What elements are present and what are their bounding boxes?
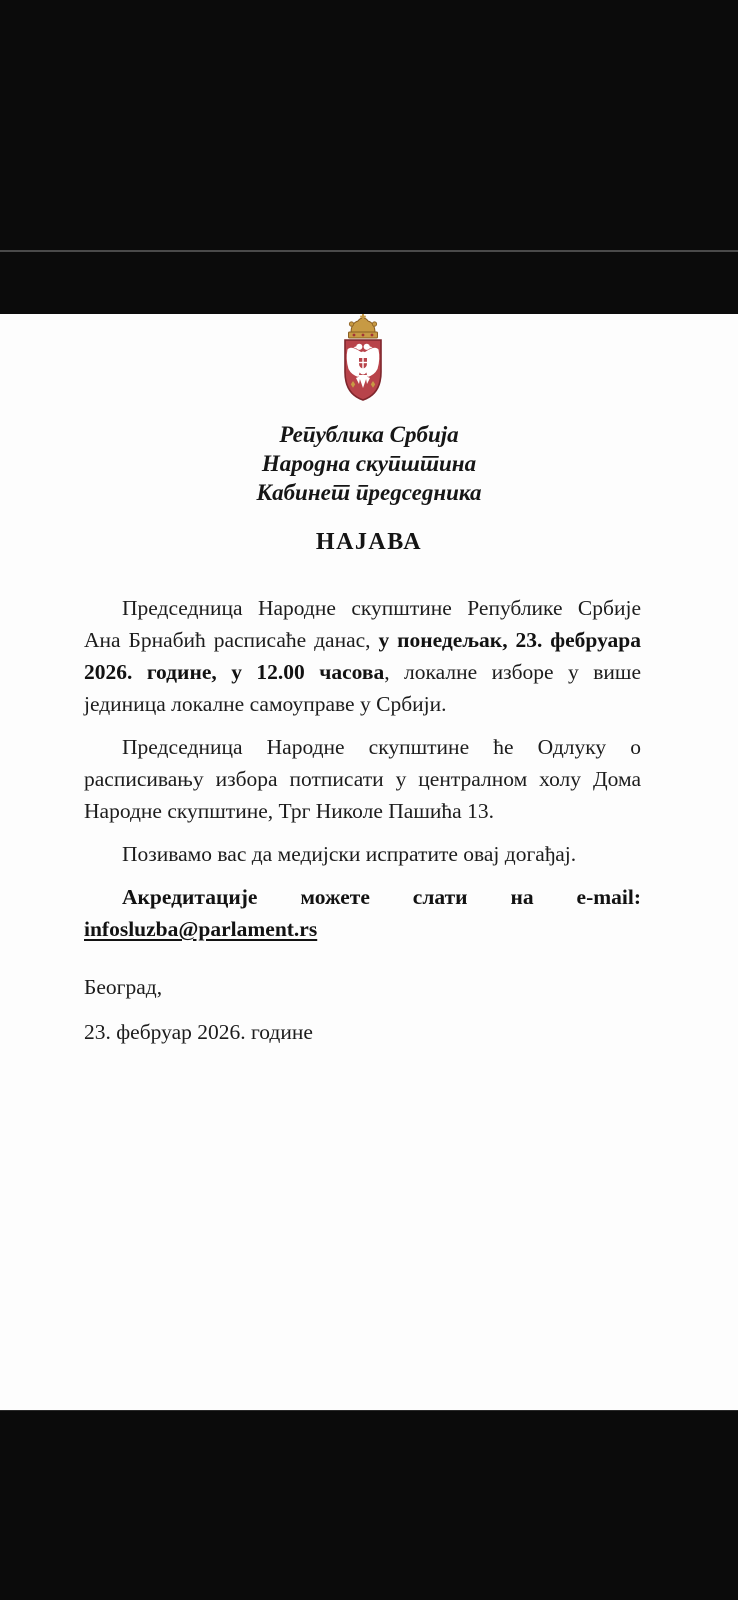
letterhead-line-institution: Народна скупштина [261, 451, 477, 476]
document-paragraphs [84, 592, 641, 945]
text-segment: Акредитације можете слати на e-mail: [122, 885, 641, 909]
serbia-coat-of-arms-icon [318, 314, 408, 414]
accreditation-email: infosluzba@parlament.rs [84, 917, 318, 941]
place-line: Београд, [84, 975, 163, 999]
viewer-bottom-letterbox [0, 1410, 738, 1600]
viewer-top-letterbox [0, 0, 738, 252]
date-line: 23. фебруар 2026. године [84, 1020, 313, 1044]
text-segment: Председница Народне скупштине ће Одлуку о расписивању избора потписати у централном холу Дома Народне скупштине, Трг Николе Пашића 13. [84, 735, 641, 823]
paragraph [84, 731, 641, 827]
letterhead-line-country: Република Србија [279, 422, 459, 447]
crown-shape [348, 314, 377, 338]
letterhead-line-office: Кабинет председника [256, 480, 482, 505]
text-segment: у понедељак, 23. фебруара 2026. године, у 12.00 часова [84, 628, 641, 684]
breast-shield-shape [358, 358, 367, 370]
paragraph [84, 592, 641, 720]
document-footer [84, 971, 641, 1048]
document-title: НАЈАВА [315, 529, 423, 555]
text-segment: Председница Народне скупштине Републике Србије Ана Брнабић расписаће данас, [84, 596, 641, 652]
announcement-document [0, 314, 738, 1410]
paragraph [84, 838, 641, 870]
text-segment: Позивамо вас да медијски испратите овај догађај. [122, 842, 577, 866]
text-segment: , локалне изборе у више јединица локалне самоуправе у Србији. [84, 660, 641, 716]
letterhead [78, 420, 660, 507]
paragraph [84, 881, 641, 945]
